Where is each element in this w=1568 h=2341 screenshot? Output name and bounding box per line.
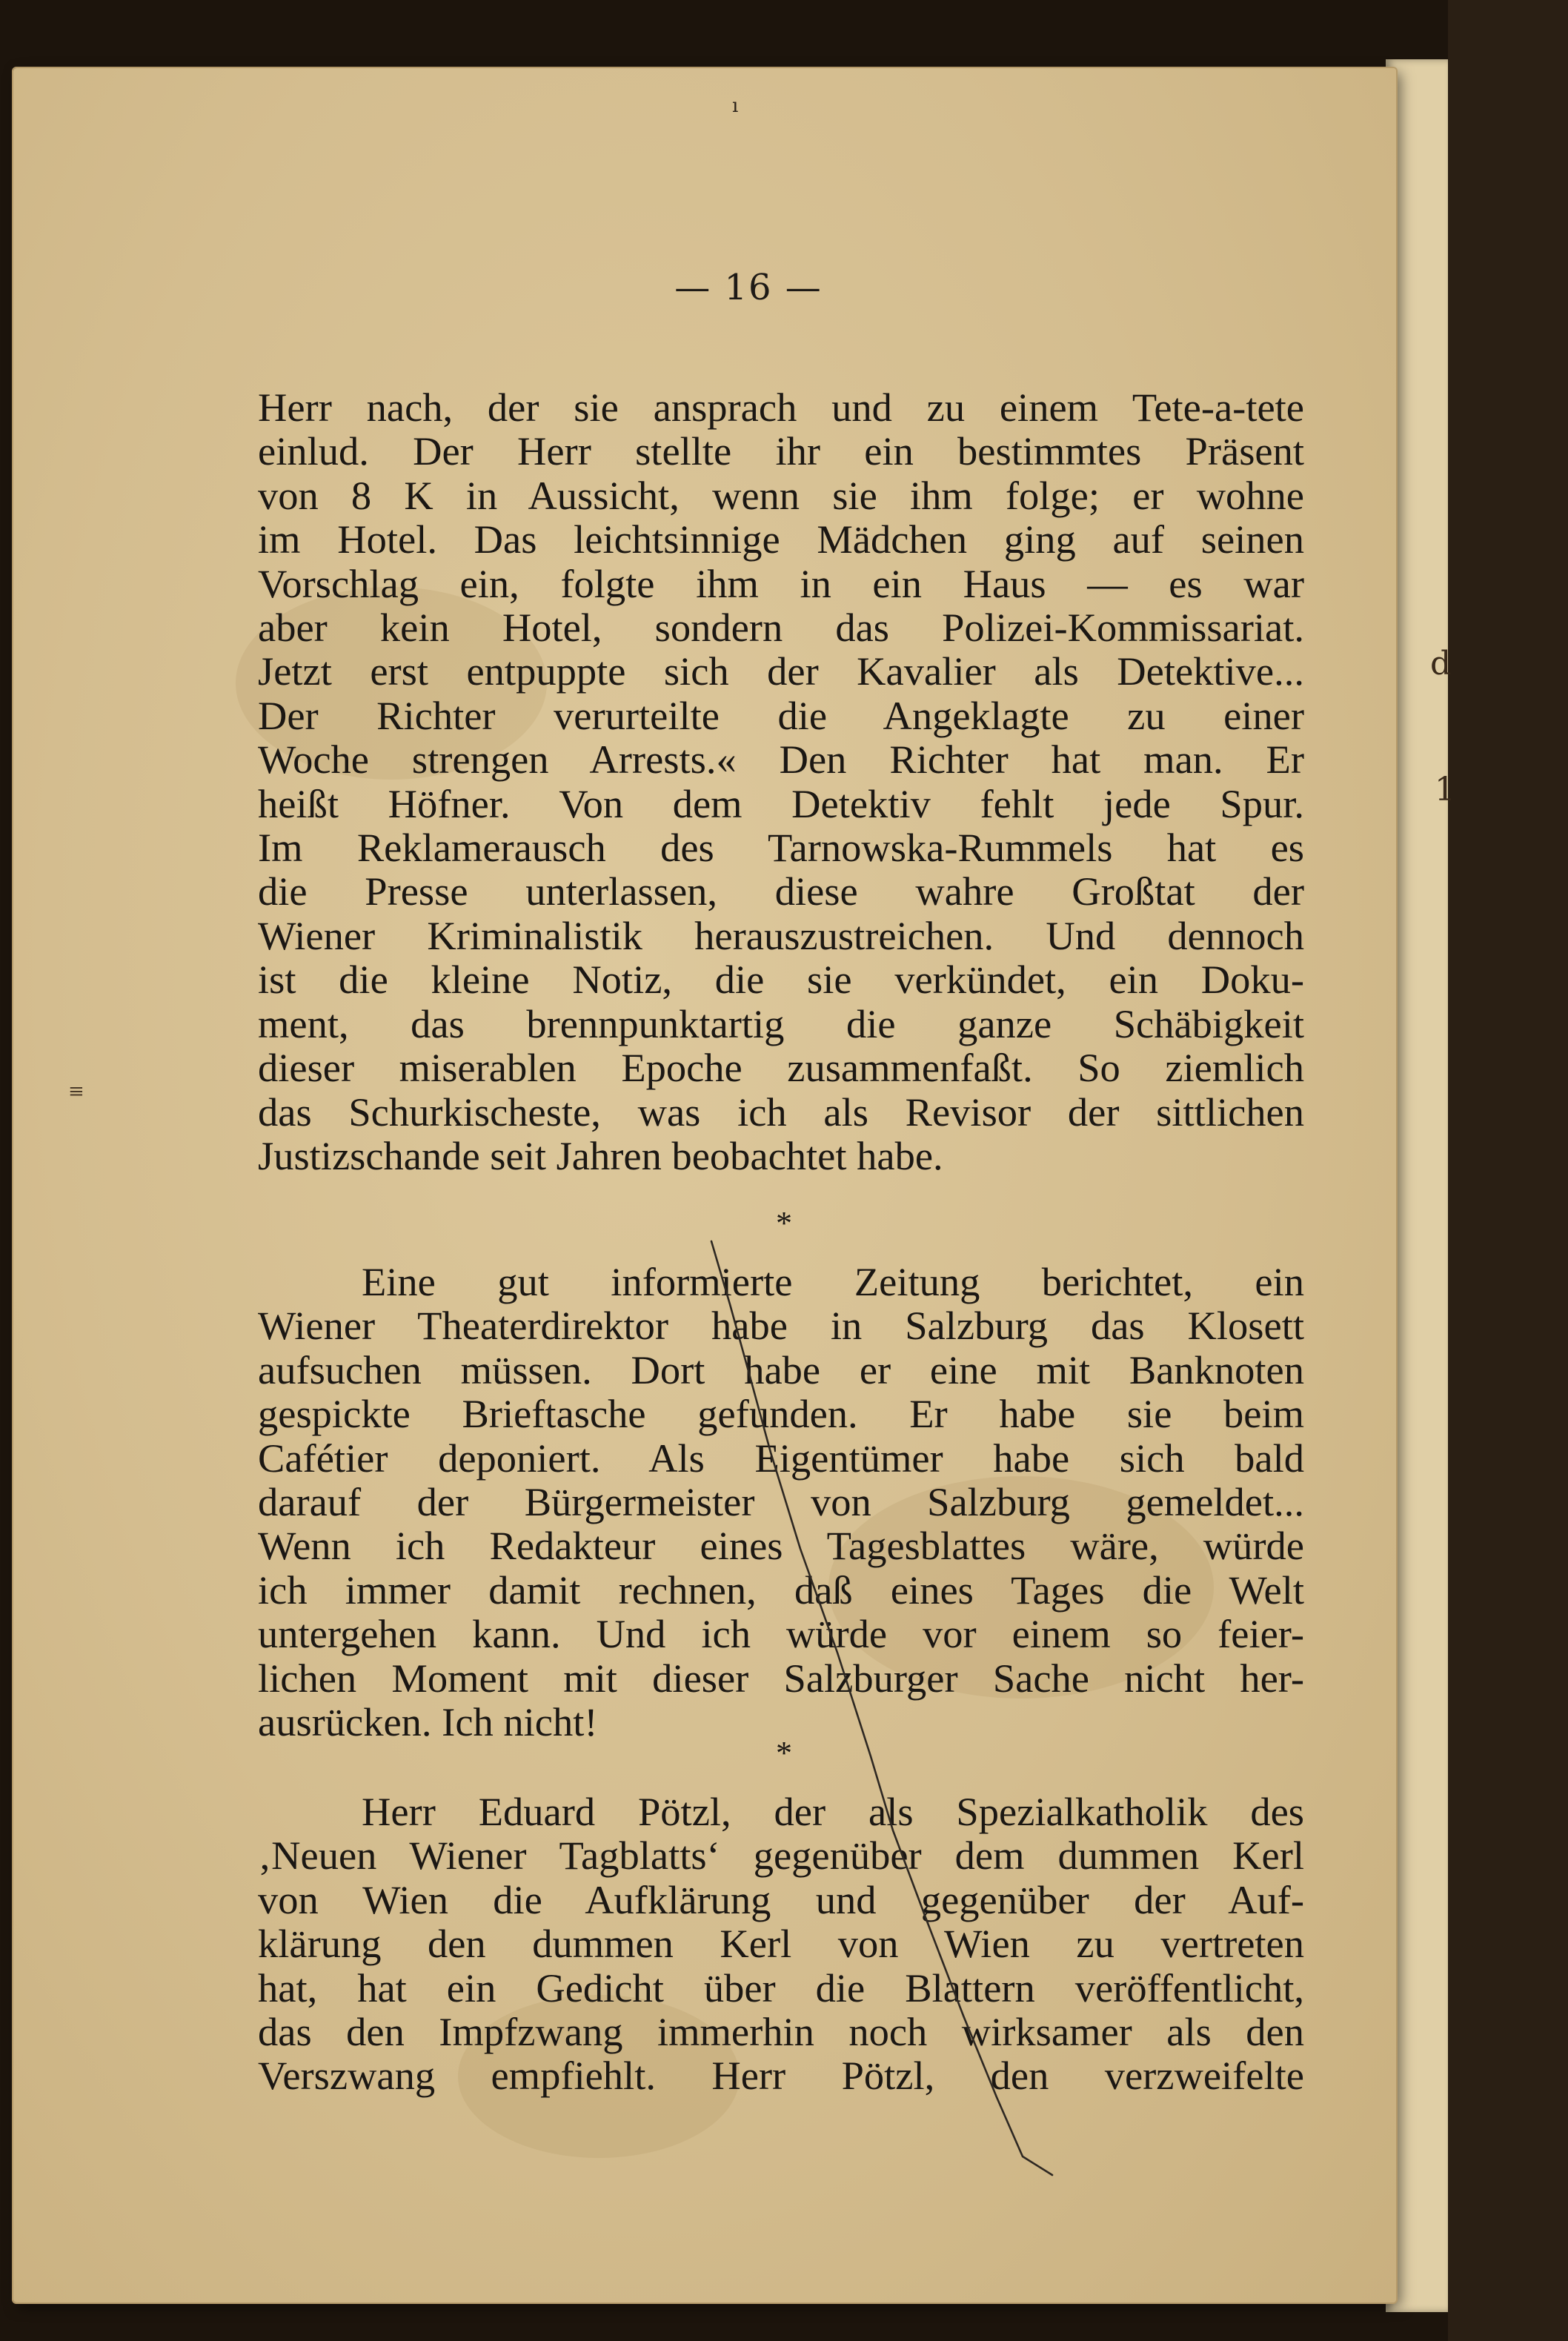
- text-line: von 8 K in Aussicht, wenn sie ihm folge; er wohne: [258, 472, 1304, 518]
- text-line: gespickte Brieftasche gefunden. Er habe sie beim: [258, 1391, 1304, 1437]
- text-line: das den Impfzwang immerhin noch wirksamer als den: [258, 2009, 1304, 2055]
- text-line: Justizschande seit Jahren beobachtet habe.: [258, 1132, 943, 1178]
- text-line: aufsuchen müssen. Dort habe er eine mit Banknoten: [258, 1347, 1304, 1392]
- text-line: das Schurkischeste, was ich als Revisor der sittlichen: [258, 1089, 1304, 1135]
- text-line: einlud. Der Herr stellte ihr ein bestimmtes Präsent: [258, 428, 1304, 474]
- text-line: hat, hat ein Gedicht über die Blattern veröffentlicht,: [258, 1965, 1304, 2010]
- text-line: ment, das brennpunktartig die ganze Schäbigkeit: [258, 1000, 1304, 1046]
- paragraph-1: [258, 385, 1304, 1178]
- text-line: ausrücken. Ich nicht!: [258, 1699, 598, 1745]
- paragraph-2: [258, 1260, 1304, 1744]
- text-line: Woche strengen Arrests.« Den Richter hat man. Er: [258, 737, 1304, 783]
- text-line: ‚Neuen Wiener Tagblatts‘ gegenüber dem dummen Kerl: [258, 1833, 1304, 1879]
- text-line: Der Richter verurteilte die Angeklagte zu einer: [258, 692, 1304, 738]
- text-line: Eine gut informierte Zeitung berichtet, ein: [362, 1259, 1304, 1304]
- text-line: darauf der Bürgermeister von Salzburg gemeldet...: [258, 1479, 1304, 1525]
- section-separator: *: [776, 1735, 792, 1771]
- text-line: Herr nach, der sie ansprach und zu einem Tete-a-tete: [258, 385, 1304, 430]
- text-line: aber kein Hotel, sondern das Polizei-Kommissariat.: [258, 605, 1304, 651]
- text-line: Im Reklamerausch des Tarnowska-Rummels hat es: [258, 825, 1304, 871]
- print-mark: ı: [732, 95, 739, 117]
- paragraph-3: [258, 1790, 1304, 2098]
- text-line: Jetzt erst entpuppte sich der Kavalier als Detektive...: [258, 648, 1304, 694]
- text-line: Cafétier deponiert. Als Eigentümer habe sich bald: [258, 1435, 1304, 1481]
- text-line: Vorschlag ein, folgte ihm in ein Haus — es war: [258, 560, 1304, 606]
- page-number: — 16 —: [674, 267, 823, 308]
- text-line: von Wien die Aufklärung und gegenüber der Auf-: [258, 1876, 1304, 1922]
- text-line: Wiener Kriminalistik herauszustreichen. Und dennoch: [258, 912, 1304, 958]
- section-separator: *: [776, 1205, 792, 1241]
- text-line: untergehen kann. Und ich würde vor einem so feier-: [258, 1611, 1304, 1657]
- text-line: Herr Eduard Pötzl, der als Spezialkatholik des: [362, 1789, 1304, 1834]
- text-line: klärung den dummen Kerl von Wien zu vertreten: [258, 1921, 1304, 1967]
- text-line: im Hotel. Das leichtsinnige Mädchen ging auf seinen: [258, 517, 1304, 562]
- text-line: lichen Moment mit dieser Salzburger Sache nicht her-: [258, 1655, 1304, 1701]
- text-line: Verszwang empfiehlt. Herr Pötzl, den verzweifelte: [258, 2053, 1304, 2099]
- text-line: dieser miserablen Epoche zusammenfaßt. So ziemlich: [258, 1045, 1304, 1091]
- text-line: ist die kleine Notiz, die sie verkündet, ein Doku-: [258, 957, 1304, 1003]
- margin-mark: ≡: [68, 1080, 84, 1103]
- text-line: ich immer damit rechnen, daß eines Tages die Welt: [258, 1567, 1304, 1613]
- adjacent-page-glyph: 1: [1435, 771, 1455, 808]
- text-line: Wiener Theaterdirektor habe in Salzburg das Klosett: [258, 1303, 1304, 1349]
- adjacent-page-glyph: d: [1430, 645, 1452, 683]
- text-line: die Presse unterlassen, diese wahre Großtat der: [258, 869, 1304, 914]
- text-line: Wenn ich Redakteur eines Tagesblattes wäre, würde: [258, 1523, 1304, 1569]
- text-line: heißt Höfner. Von dem Detektiv fehlt jede Spur.: [258, 780, 1304, 826]
